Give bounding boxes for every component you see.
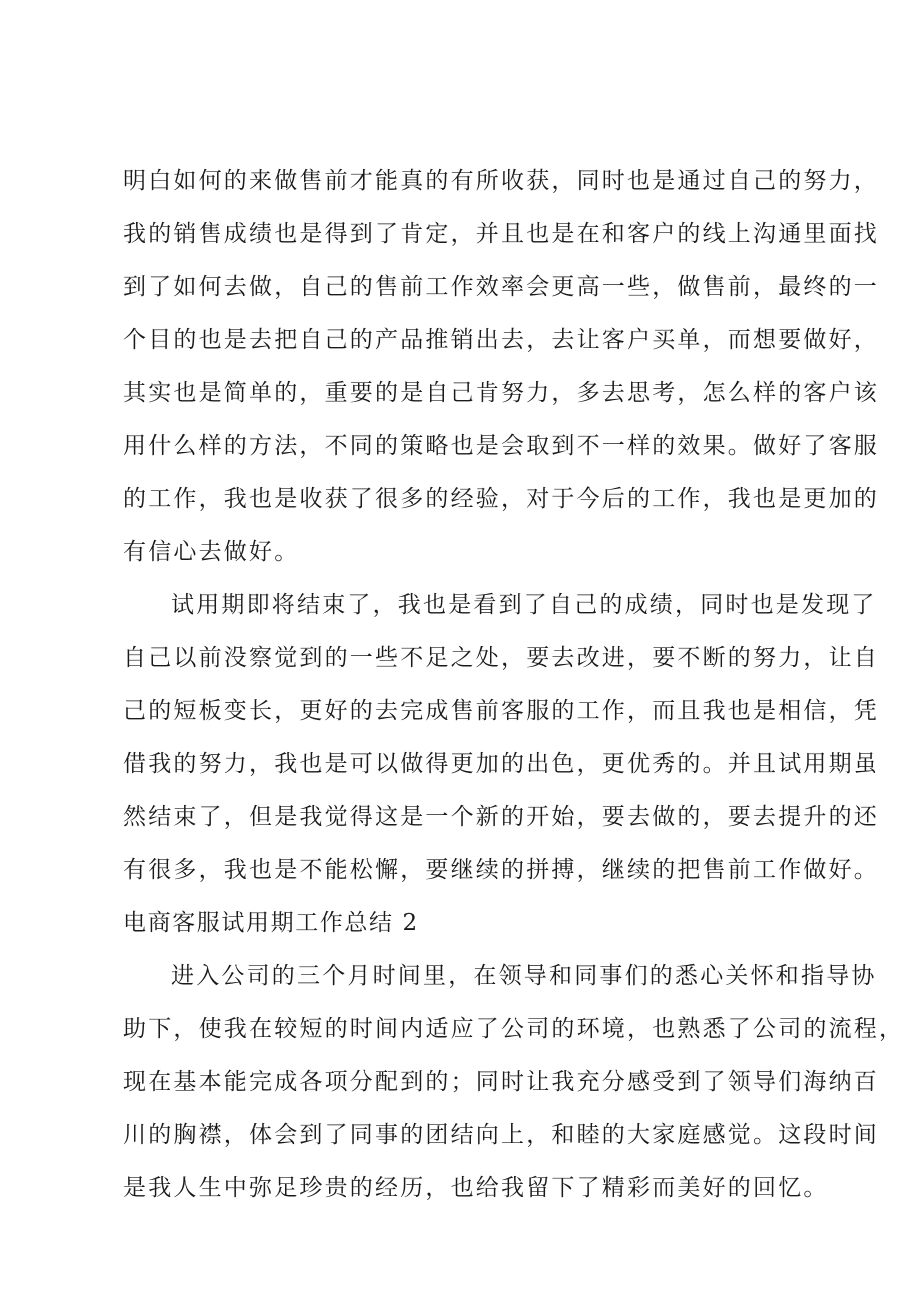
paragraph-line: 其实也是简单的，重要的是自己肯努力，多去思考，怎么样的客户该 [123, 380, 879, 406]
paragraph-line: 川的胸襟，体会到了同事的团结向上，和睦的大家庭感觉。这段时间 [123, 1122, 879, 1148]
paragraph-line: 助下，使我在较短的时间内适应了公司的环境，也熟悉了公司的流程， [123, 1016, 905, 1042]
paragraph-line: 明白如何的来做售前才能真的有所收获，同时也是通过自己的努力， [123, 168, 879, 194]
paragraph-line: 有信心去做好。 [123, 539, 300, 565]
paragraph-line: 试用期即将结束了，我也是看到了自己的成绩，同时也是发现了 [171, 592, 877, 618]
paragraph-line: 我的销售成绩也是得到了肯定，并且也是在和客户的线上沟通里面找 [123, 221, 879, 247]
paragraph-line: 到了如何去做，自己的售前工作效率会更高一些，做售前，最终的一 [123, 274, 879, 300]
paragraph-line: 己的短板变长，更好的去完成售前客服的工作，而且我也是相信，凭 [123, 698, 879, 724]
section-heading: 电商客服试用期工作总结 2 [123, 910, 419, 936]
paragraph-line: 有很多，我也是不能松懈，要继续的拼搏，继续的把售前工作做好。 [123, 857, 879, 883]
paragraph-line: 现在基本能完成各项分配到的；同时让我充分感受到了领导们海纳百 [123, 1069, 879, 1095]
paragraph-line: 个目的也是去把自己的产品推销出去，去让客户买单，而想要做好， [123, 327, 879, 353]
paragraph-line: 然结束了，但是我觉得这是一个新的开始，要去做的，要去提升的还 [123, 804, 879, 830]
paragraph-line: 是我人生中弥足珍贵的经历，也给我留下了精彩而美好的回忆。 [123, 1175, 829, 1201]
paragraph-line: 用什么样的方法，不同的策略也是会取到不一样的效果。做好了客服 [123, 433, 879, 459]
paragraph-line: 进入公司的三个月时间里，在领导和同事们的悉心关怀和指导协 [171, 963, 877, 989]
paragraph-line: 自己以前没察觉到的一些不足之处，要去改进，要不断的努力，让自 [123, 645, 879, 671]
paragraph-line: 借我的努力，我也是可以做得更加的出色，更优秀的。并且试用期虽 [123, 751, 879, 777]
paragraph-line: 的工作，我也是收获了很多的经验，对于今后的工作，我也是更加的 [123, 486, 879, 512]
